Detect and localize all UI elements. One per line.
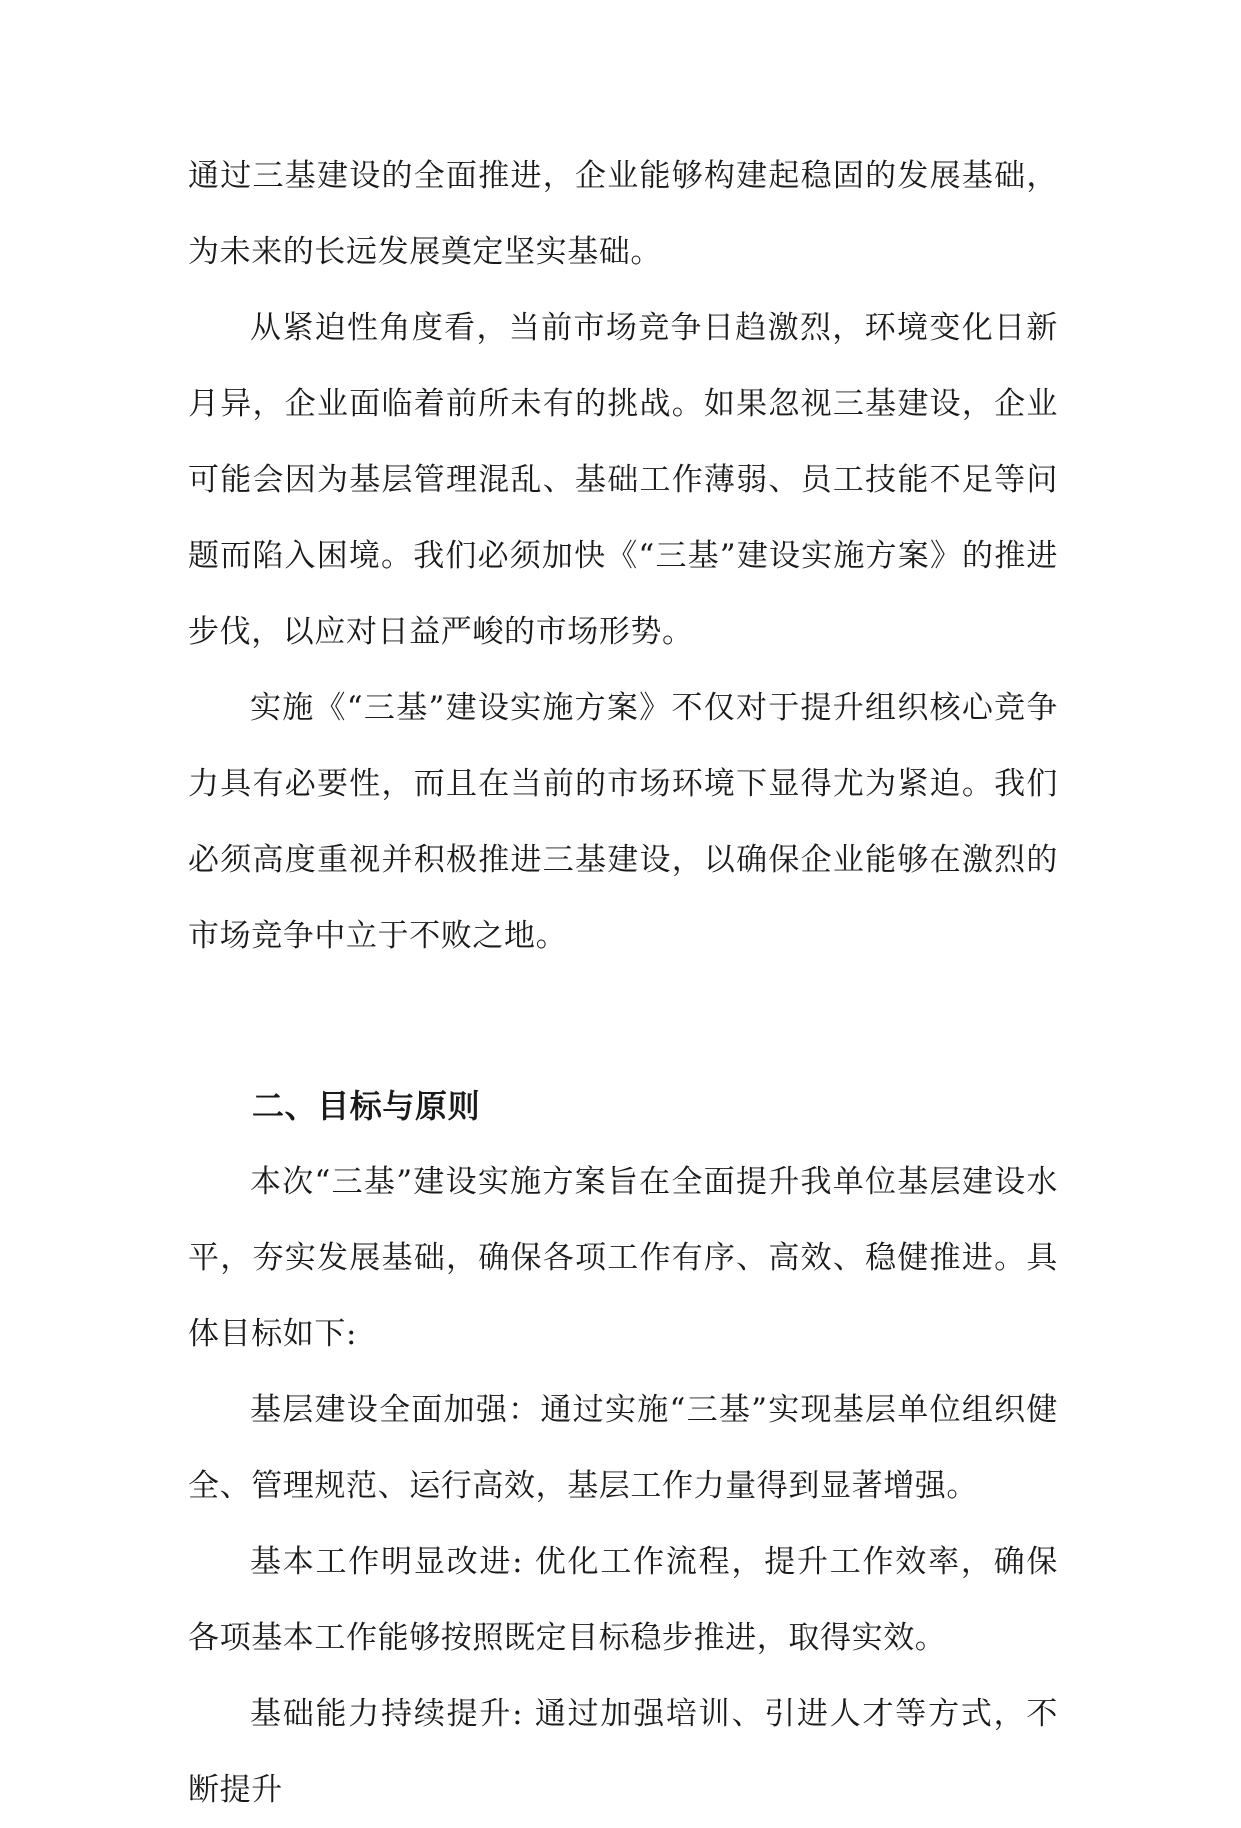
section-heading-goals-principles: 二、目标与原则 (252, 1087, 481, 1125)
paragraph-goal-grassroots: 基层建设全面加强：通过实施“三基”实现基层单位组织健全、管理规范、运行高效，基层工作力量得到显著增强。 (188, 1392, 1058, 1504)
paragraph-necessity: 实施《“三基”建设实施方案》不仅对于提升组织核心竞争力具有必要性，而且在当前的市场环境下显得尤为紧迫。我们必须高度重视并积极推进三基建设，以确保企业能够在激烈的市场竞争中立于不败之地。 (188, 690, 1058, 954)
paragraph-goal-capacity: 基础能力持续提升: 通过加强培训、引进人才等方式，不断提升 (188, 1696, 1058, 1808)
paragraph-goal-basic-work: 基本工作明显改进: 优化工作流程，提升工作效率，确保各项基本工作能够按照既定目标稳步推进，取得实效。 (188, 1544, 1058, 1656)
paragraph-goal-intro: 本次“三基”建设实施方案旨在全面提升我单位基层建设水平，夯实发展基础，确保各项工作有序、高效、稳健推进。具体目标如下: (188, 1164, 1058, 1352)
paragraph-foundation-summary: 通过三基建设的全面推进，企业能够构建起稳固的发展基础，为未来的长远发展奠定坚实基础。 (188, 158, 1058, 270)
paragraph-urgency: 从紧迫性角度看，当前市场竞争日趋激烈，环境变化日新月异，企业面临着前所未有的挑战。如果忽视三基建设，企业可能会因为基层管理混乱、基础工作薄弱、员工技能不足等问题而陷入困境。我们必须加快《“三基”建设实施方案》的推进步伐，以应对日益严峻的市场形势。 (188, 310, 1058, 650)
document-body (188, 138, 1058, 1828)
